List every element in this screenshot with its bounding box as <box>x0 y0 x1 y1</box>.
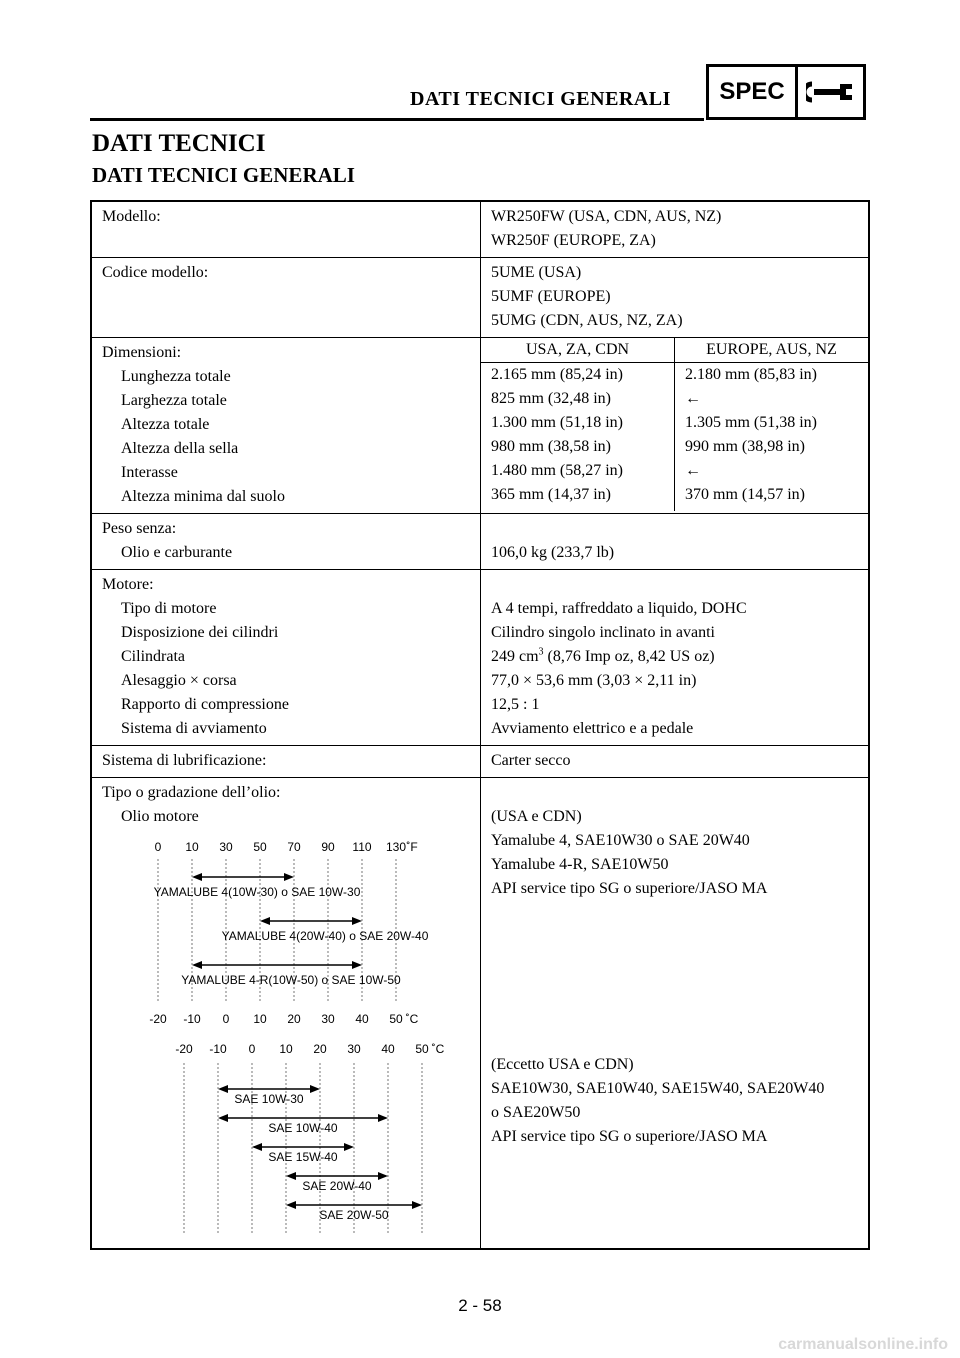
arrow-left-icon <box>218 1114 228 1122</box>
series-label: SAE 10W-40 <box>268 1121 338 1135</box>
dimension-value-usa: 1.300 mm (51,18 in) <box>481 411 675 435</box>
dimension-value-usa: 365 mm (14,37 in) <box>481 483 675 511</box>
dimension-value-europe: ← <box>685 462 701 479</box>
dimension-label: Altezza della sella <box>121 440 239 457</box>
section-oil <box>92 777 868 1248</box>
arrow-right-icon <box>352 961 362 969</box>
engine-spec-value: 77,0 × 53,6 mm (3,03 × 2,11 in) <box>491 672 697 689</box>
model-value: WR250F (EUROPE, ZA) <box>491 232 656 249</box>
dimension-value-usa: 2.165 mm (85,24 in) <box>481 363 675 387</box>
tick-label: 30 <box>219 840 233 854</box>
model-code-value: 5UME (USA) <box>491 264 582 281</box>
arrow-left-icon <box>286 1201 296 1209</box>
series-label: YAMALUBE 4(20W-40) o SAE 20W-40 <box>221 929 429 943</box>
engine-spec-value: 12,5 : 1 <box>491 696 540 713</box>
dimension-label: Interasse <box>121 464 178 481</box>
dimension-value-europe: 2.180 mm (85,83 in) <box>685 366 817 383</box>
tick-label: 0 <box>222 1012 230 1026</box>
arrow-left-icon <box>260 917 270 925</box>
lubrication-label: Sistema di lubrificazione: <box>102 752 267 769</box>
tick-label: 90 <box>321 840 335 854</box>
oil-chart-other <box>102 1037 472 1237</box>
engine-spec-label: Tipo di motore <box>121 600 217 617</box>
tick-label: 0 <box>154 840 162 854</box>
oil-label: Tipo o gradazione dell’olio: <box>102 784 281 801</box>
arrow-right-icon <box>352 917 362 925</box>
table-row <box>481 411 868 435</box>
section-weight <box>92 513 868 569</box>
section-lubrication <box>92 745 868 777</box>
model-code-value: 5UMF (EUROPE) <box>491 288 611 305</box>
header-title: DATI TECNICI GENERALI <box>410 88 671 110</box>
oil-other-text: API service tipo SG o superiore/JASO MA <box>491 1128 768 1145</box>
spec-badge-label: SPEC <box>709 67 798 117</box>
series-label: YAMALUBE 4-R(10W-50) o SAE 10W-50 <box>181 973 401 987</box>
tick-label: 30 <box>347 1042 361 1056</box>
oil-usa-text: Yamalube 4-R, SAE10W50 <box>491 856 669 873</box>
arrow-left-icon <box>286 1172 296 1180</box>
dimension-label: Lunghezza totale <box>121 368 231 385</box>
table-row <box>481 459 868 483</box>
arrow-right-icon <box>378 1172 388 1180</box>
oil-usa-text: (USA e CDN) <box>491 808 582 825</box>
oil-usa-text: API service tipo SG o superiore/JASO MA <box>491 880 768 897</box>
arrow-left-icon <box>192 873 202 881</box>
tick-label: 30 <box>321 1012 335 1026</box>
tick-label: 130 <box>385 840 407 854</box>
section-engine <box>92 569 868 745</box>
engine-spec-label: Rapporto di compressione <box>121 696 289 713</box>
tick-label: -20 <box>149 1012 167 1026</box>
arrow-left-icon <box>218 1085 228 1093</box>
dimensions-col-usa: USA, ZA, CDN <box>481 338 675 362</box>
engine-spec-value: 249 $cm^3$ (8,76 Imp oz, 8,42 US oz) <box>491 646 715 665</box>
arrow-right-icon <box>284 873 294 881</box>
series-label: SAE 20W-50 <box>319 1208 389 1222</box>
tick-label: 50 <box>253 840 267 854</box>
tick-label: 40 <box>355 1012 369 1026</box>
table-row <box>481 387 868 411</box>
dimension-label: Altezza totale <box>121 416 210 433</box>
page-number: 2 - 58 <box>458 1296 502 1315</box>
spec-table <box>90 200 870 1250</box>
dimension-value-europe: 370 mm (14,57 in) <box>685 486 805 503</box>
engine-spec-label: Alesaggio × corsa <box>121 672 237 689</box>
series-label: SAE 10W-30 <box>234 1092 304 1106</box>
tick-label: 40 <box>381 1042 395 1056</box>
series-label: YAMALUBE 4(10W-30) o SAE 10W-30 <box>153 885 361 899</box>
engine-spec-label: Sistema di avviamento <box>121 720 267 737</box>
weight-value: 106,0 kg (233,7 lb) <box>491 544 615 561</box>
tick-label: 20 <box>313 1042 327 1056</box>
tick-label: 50 <box>389 1012 403 1026</box>
wrench-icon <box>798 67 863 117</box>
arrow-right-icon <box>378 1114 388 1122</box>
section-dimensions <box>92 337 868 513</box>
dimension-value-europe: 990 mm (38,98 in) <box>685 438 805 455</box>
dimension-value-usa: 980 mm (38,58 in) <box>481 435 675 459</box>
series-label: SAE 15W-40 <box>268 1150 338 1164</box>
dimension-value-usa: 825 mm (32,48 in) <box>481 387 675 411</box>
dimension-label: Altezza minima dal suolo <box>121 488 285 505</box>
dimensions-col-europe: EUROPE, AUS, NZ <box>706 341 837 358</box>
table-row <box>481 363 868 387</box>
arrow-right-icon <box>344 1143 354 1151</box>
engine-spec-value: Cilindro singolo inclinato in avanti <box>491 624 715 641</box>
watermark: carmanualsonline.info <box>778 1336 948 1353</box>
dimension-value-usa: 1.480 mm (58,27 in) <box>481 459 675 483</box>
arrow-right-icon <box>310 1085 320 1093</box>
model-code-label: Codice modello: <box>102 264 209 281</box>
engine-spec-label: Cilindrata <box>121 648 185 665</box>
engine-spec-value: A 4 tempi, raffreddato a liquido, DOHC <box>491 600 747 617</box>
weight-sub-label: Olio e carburante <box>121 544 233 561</box>
dimensions-label: Dimensioni: <box>102 344 182 361</box>
arrow-right-icon <box>412 1201 422 1209</box>
oil-chart-usa <box>102 833 472 1033</box>
series-label: SAE 20W-40 <box>302 1179 372 1193</box>
model-label: Modello: <box>102 208 161 225</box>
heading-main: DATI TECNICI <box>92 130 266 157</box>
header-rule <box>90 118 704 121</box>
tick-label: -20 <box>175 1042 193 1056</box>
arrow-left-icon <box>252 1143 262 1151</box>
tick-label: -10 <box>183 1012 201 1026</box>
dimension-value-europe: 1.305 mm (51,38 in) <box>685 414 817 431</box>
section-model-code <box>92 257 868 337</box>
section-model <box>92 202 868 257</box>
table-row <box>481 483 868 511</box>
tick-label: 0 <box>248 1042 256 1056</box>
heading-sub: DATI TECNICI GENERALI <box>92 163 355 187</box>
tick-label: 10 <box>253 1012 267 1026</box>
oil-other-text: (Eccetto USA e CDN) <box>491 1056 634 1073</box>
weight-label: Peso senza: <box>102 520 177 537</box>
engine-label: Motore: <box>102 576 154 593</box>
model-value: WR250FW (USA, CDN, AUS, NZ) <box>491 208 722 225</box>
tick-label: 110 <box>352 840 372 854</box>
tick-label: 20 <box>287 1012 301 1026</box>
arrow-left-icon <box>192 961 202 969</box>
model-code-value: 5UMG (CDN, AUS, NZ, ZA) <box>491 312 683 329</box>
spec-badge <box>706 64 866 120</box>
dimension-label: Larghezza totale <box>121 392 227 409</box>
lubrication-value: Carter secco <box>491 752 571 769</box>
oil-sub-label: Olio motore <box>121 808 199 825</box>
axis-unit-label: ˚C <box>405 1012 419 1026</box>
axis-unit-label: ˚F <box>406 840 418 854</box>
dimensions-header-row <box>481 338 868 363</box>
tick-label: 70 <box>287 840 301 854</box>
engine-spec-value: Avviamento elettrico e a pedale <box>491 720 694 737</box>
oil-usa-text: Yamalube 4, SAE10W30 o SAE 20W40 <box>491 832 750 849</box>
dimension-value-europe: ← <box>685 390 701 407</box>
tick-label: -10 <box>209 1042 227 1056</box>
oil-other-text: SAE10W30, SAE10W40, SAE15W40, SAE20W40 <box>491 1080 825 1097</box>
tick-label: 50 <box>415 1042 429 1056</box>
tick-label: 10 <box>279 1042 293 1056</box>
engine-spec-label: Disposizione dei cilindri <box>121 624 279 641</box>
tick-label: 10 <box>185 840 199 854</box>
oil-other-text: o SAE20W50 <box>491 1104 581 1121</box>
axis-unit-label: ˚C <box>431 1042 445 1056</box>
table-row <box>481 435 868 459</box>
